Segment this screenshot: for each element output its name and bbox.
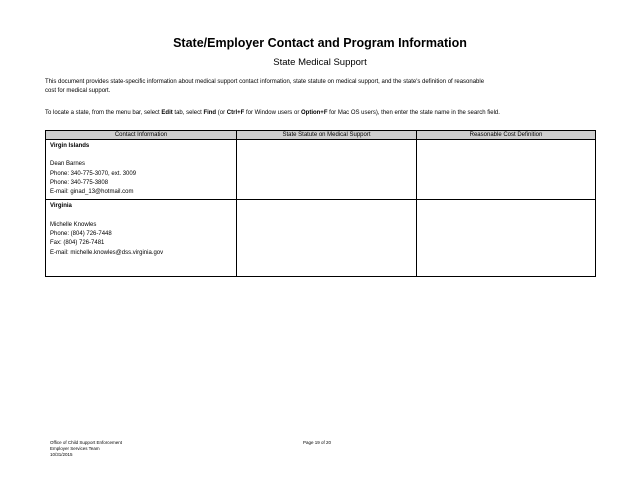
contact-name: Dean Barnes bbox=[50, 161, 86, 168]
state-name: Virgin Islands bbox=[50, 143, 90, 149]
table-header-row bbox=[46, 131, 596, 140]
contact-cell bbox=[46, 140, 237, 200]
statute-cell bbox=[237, 200, 417, 277]
header-reasonable-cost: Reasonable Cost Definition bbox=[417, 131, 596, 140]
footer-organization bbox=[50, 440, 122, 458]
footer-date: 10/31/2015 bbox=[50, 452, 73, 457]
state-name: Virginia bbox=[50, 203, 72, 210]
instr-edit: Edit bbox=[161, 110, 173, 116]
intro-paragraph bbox=[45, 78, 565, 96]
contact-name: Michelle Knowles bbox=[50, 221, 97, 228]
instr-part-3: (or bbox=[216, 110, 227, 116]
instr-part-2: tab, select bbox=[172, 110, 204, 116]
contacts-table bbox=[45, 130, 596, 277]
footer-org-line-2: Employer Services Team bbox=[50, 446, 100, 451]
contact-phone: Phone: (804) 726-7448 bbox=[50, 231, 112, 238]
contact-fax: Fax: (804) 726-7481 bbox=[50, 240, 105, 247]
instr-find: Find bbox=[203, 110, 217, 116]
instr-part-5: for Mac OS users), then enter the state name in the search field. bbox=[327, 110, 500, 116]
instr-part-1: To locate a state, from the menu bar, select bbox=[45, 110, 162, 116]
contact-phone-2: Phone: 340-775-3808 bbox=[50, 179, 109, 186]
statute-cell bbox=[237, 140, 417, 200]
instr-option: Option+F bbox=[300, 110, 328, 116]
instructions-paragraph bbox=[45, 109, 605, 118]
header-state-statute: State Statute on Medical Support bbox=[237, 131, 417, 140]
intro-line-1: This document provides state-specific information about medical support contact information, state statute on medical support, and the state's definition of reasonable bbox=[45, 79, 485, 85]
page-title: State/Employer Contact and Program Information bbox=[173, 36, 467, 50]
contact-phone: Phone: 340-775-3070, ext. 3009 bbox=[50, 170, 137, 177]
contact-cell bbox=[46, 200, 237, 277]
table-row bbox=[46, 200, 596, 277]
footer-org-line-1: Office of Child Support Enforcement bbox=[50, 440, 122, 445]
cost-cell bbox=[417, 140, 596, 200]
instr-part-4: for Window users or bbox=[244, 110, 301, 116]
header-contact-information: Contact Information bbox=[46, 131, 237, 140]
contact-email: E-mail: ginad_13@hotmail.com bbox=[50, 189, 134, 196]
footer-page-number: Page 19 of 20 bbox=[303, 440, 332, 445]
page-subtitle: State Medical Support bbox=[273, 57, 367, 68]
instr-ctrl: Ctrl+F bbox=[226, 110, 245, 116]
table-row bbox=[46, 140, 596, 200]
cost-cell bbox=[417, 200, 596, 277]
contact-email: E-mail: michelle.knowles@dss.virginia.gov bbox=[50, 249, 164, 256]
intro-line-2: cost for medical support. bbox=[45, 88, 111, 94]
